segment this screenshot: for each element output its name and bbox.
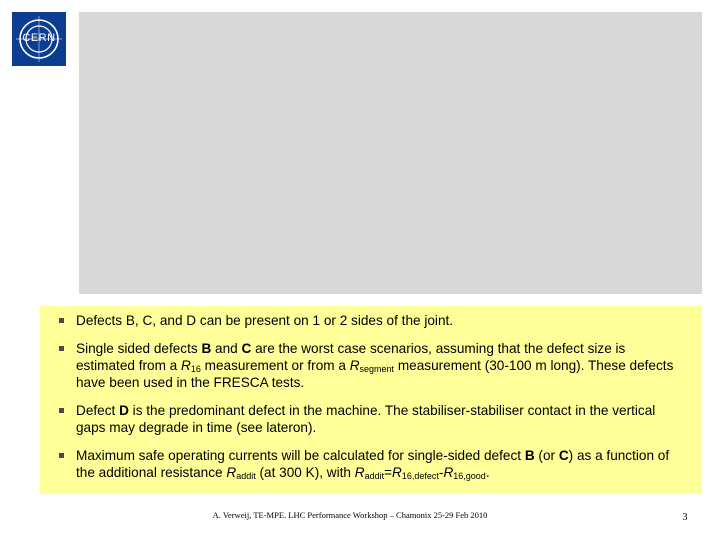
bullet-marker bbox=[59, 346, 64, 351]
bullet-text: Maximum safe operating currents will be calculated for single-sided defect B (or C) as a function of the additional resistance $R_{addit}$ (at 300 K), with $R_{addit}=R_{16,defect}-R_{16,good}$. bbox=[76, 448, 670, 481]
bullet-list bbox=[56, 312, 688, 481]
page-number: 3 bbox=[682, 512, 688, 523]
bullet-item bbox=[56, 312, 688, 329]
footer-text: A. Verweij, TE-MPE. LHC Performance Workshop – Chamonix 25-29 Feb 2010 bbox=[212, 510, 488, 520]
bullet-text: Defect D is the predominant defect in the machine. The stabiliser-stabiliser contact in the vertical gaps may degrade in time (see lateron). bbox=[76, 403, 656, 435]
bullet-item bbox=[56, 447, 688, 481]
bullet-text: Single sided defects B and C are the worst case scenarios, assuming that the defect size is estimated from a $R_{16}$ measurement or from a $R_{segment}$ measurement (30-100 m long). These defects have been used in the FRESCA tests. bbox=[76, 341, 674, 390]
bullet-item bbox=[56, 340, 688, 391]
figure-placeholder bbox=[79, 12, 702, 294]
bullet-marker bbox=[59, 453, 64, 458]
cern-logo bbox=[12, 12, 66, 66]
bullet-marker bbox=[59, 318, 64, 323]
bullet-text: Defects B, C, and D can be present on 1 or 2 sides of the joint. bbox=[76, 313, 454, 328]
logo-text: CERN bbox=[22, 32, 56, 44]
notes-box bbox=[40, 306, 702, 494]
bullet-marker bbox=[59, 408, 64, 413]
bullet-item bbox=[56, 402, 688, 436]
